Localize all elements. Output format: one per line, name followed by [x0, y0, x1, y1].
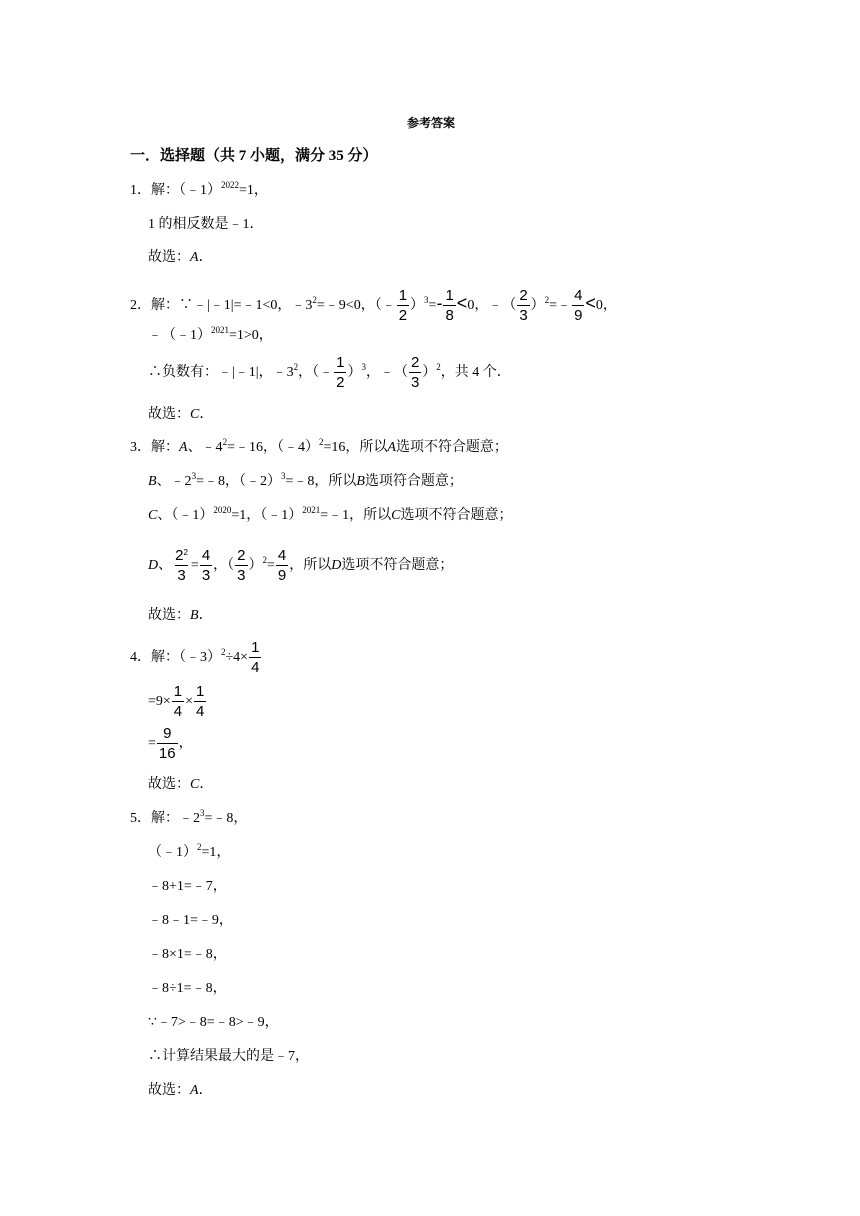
text: 、﹣4: [187, 440, 223, 455]
denominator: 3: [519, 307, 528, 325]
text: 3．解：: [130, 440, 179, 455]
denominator: 9: [574, 307, 583, 325]
text: 4．解：（﹣3）: [130, 650, 221, 665]
q5-line-3: ﹣8+1=﹣7，: [148, 879, 227, 894]
q4-answer: [148, 775, 213, 795]
option-letter: C: [391, 508, 401, 523]
q1-answer: [148, 248, 213, 268]
exponent: 2: [262, 555, 268, 565]
text: ．: [198, 608, 213, 623]
text: ）: [248, 558, 263, 573]
q5-line-6: ﹣8÷1=﹣8，: [148, 981, 227, 996]
fraction: [200, 547, 212, 584]
q5-line-5: ﹣8×1=﹣8，: [148, 947, 227, 962]
answer-letter: C: [190, 407, 200, 422]
denominator: 3: [201, 567, 211, 585]
denominator: 2: [398, 307, 408, 325]
exponent: 2: [221, 647, 226, 657]
text: ，所以: [289, 558, 332, 573]
fraction: [173, 547, 190, 584]
exponent: 2: [436, 362, 441, 372]
q2-answer: [148, 405, 213, 425]
answer-letter: A: [190, 1083, 199, 1098]
text: 、﹣2: [156, 474, 192, 489]
denominator: 2: [336, 374, 345, 392]
option-letter: B: [356, 474, 365, 489]
text: =1，: [239, 183, 268, 198]
text: 故选：: [148, 777, 190, 792]
numerator: 2: [410, 354, 420, 372]
q2-line-1: [130, 280, 617, 329]
q1-line-1: [130, 181, 268, 201]
less-than-sign: <: [585, 293, 596, 313]
text: 、（﹣1）: [157, 508, 214, 523]
text: =: [190, 558, 199, 573]
option-letter: C: [148, 508, 158, 523]
text: 选项不符合题意；: [400, 508, 513, 523]
text: （﹣1）: [148, 845, 197, 860]
text: 0，﹣（: [467, 298, 517, 313]
section-header: 一．选择题（共 7 小题，满分 35 分）: [130, 148, 378, 164]
text: ）: [530, 298, 545, 313]
numerator: 1: [251, 639, 260, 657]
text: 故选：: [148, 250, 190, 265]
text: =: [267, 558, 275, 573]
numerator: 1: [196, 683, 205, 701]
numerator: 4: [277, 547, 287, 565]
numerator: [173, 547, 190, 565]
exponent: 3: [424, 295, 429, 305]
numerator: 4: [201, 547, 211, 565]
text: 2．解：∵﹣|﹣1|=﹣1<0，﹣3: [130, 298, 313, 313]
q4-line-2: [148, 680, 207, 724]
exponent: 2020: [213, 505, 232, 515]
numerator: 2: [519, 287, 528, 305]
text: =﹣: [549, 298, 572, 313]
text: ）: [347, 365, 362, 380]
page-title: 参考答案: [407, 116, 456, 130]
q2-line-3: [148, 350, 511, 396]
q3-answer: [148, 606, 213, 626]
option-letter: A: [387, 440, 396, 455]
q5-line-8: ∴计算结果最大的是﹣7，: [148, 1049, 309, 1064]
denominator: 16: [158, 745, 176, 763]
text: =: [428, 298, 437, 313]
exponent: 2: [312, 295, 317, 305]
denominator: 3: [410, 374, 420, 392]
text: ，: [178, 736, 193, 751]
fraction: [572, 287, 584, 324]
text: ，﹣（: [365, 365, 408, 380]
q5-line-7: ∵﹣7>﹣8=﹣8>﹣9，: [148, 1015, 279, 1030]
text: 选项不符合题意；: [341, 558, 454, 573]
exponent: 2: [222, 437, 228, 447]
answer-letter: B: [190, 608, 199, 623]
exponent: 2021: [302, 505, 321, 515]
q5-line-2: [148, 843, 230, 863]
less-than-sign: <: [456, 293, 468, 313]
text: ．: [198, 250, 213, 265]
numerator: 1: [173, 683, 183, 701]
q1-line-2: 1 的相反数是﹣1．: [148, 217, 264, 232]
text: ．: [199, 777, 214, 792]
denominator: 4: [196, 703, 205, 721]
fraction: [397, 287, 409, 324]
fraction: [443, 287, 455, 324]
exponent: 2: [544, 295, 550, 305]
exponent: 3: [361, 362, 366, 372]
base: 2: [175, 547, 184, 565]
numerator: 4: [574, 287, 583, 305]
text: 故选：: [148, 407, 190, 422]
q3-line-2: [148, 472, 463, 492]
text: ，共 4 个．: [440, 365, 511, 380]
text: ÷4×: [225, 650, 249, 665]
numerator: 9: [163, 725, 172, 743]
text: ﹣（﹣1）: [148, 328, 211, 343]
answer-letter: C: [190, 777, 200, 792]
option-letter: A: [179, 440, 188, 455]
text: ）: [410, 298, 425, 313]
denominator: 8: [445, 307, 454, 325]
text: ∴负数有：﹣|﹣1|，﹣3: [148, 365, 294, 380]
denominator: 4: [173, 703, 183, 721]
text: =﹣8，所以: [285, 474, 357, 489]
denominator: 3: [237, 567, 246, 585]
fraction: [157, 725, 178, 762]
numerator: 2: [237, 547, 246, 565]
fraction: [249, 639, 261, 676]
fraction: [194, 683, 206, 720]
text: =: [148, 736, 156, 751]
text: 故选：: [148, 1083, 190, 1098]
text: ，（: [213, 558, 235, 573]
exponent: 2022: [221, 180, 239, 190]
text: =﹣9<0，（﹣: [316, 298, 396, 313]
exponent: 3: [191, 471, 197, 481]
text: 选项符合题意；: [364, 474, 463, 489]
numerator: 1: [336, 354, 345, 372]
text: =16，所以: [323, 440, 388, 455]
text: ，（﹣: [298, 365, 334, 380]
text: 、: [158, 558, 173, 573]
numerator: 1: [445, 287, 454, 305]
text: ．: [198, 1083, 213, 1098]
fraction: [334, 354, 346, 391]
exponent: 2: [318, 437, 324, 447]
text: ×: [185, 694, 194, 709]
q2-line-2: [148, 326, 273, 346]
q3-line-3: [148, 506, 513, 526]
text: 1．解：（﹣1）: [130, 183, 221, 198]
option-letter: D: [148, 558, 159, 573]
exponent: 2: [183, 548, 188, 558]
text: ．: [199, 407, 214, 422]
q4-line-1: [130, 636, 262, 680]
text: =1，（﹣1）: [231, 508, 303, 523]
q3-line-4: [148, 543, 453, 589]
denominator: 3: [177, 567, 186, 585]
fraction: [276, 547, 288, 584]
text: =﹣8，: [204, 811, 248, 826]
option-letter: B: [148, 474, 157, 489]
fraction: [409, 354, 421, 391]
answer-letter: A: [190, 250, 199, 265]
text: =9×: [148, 694, 171, 709]
exponent: 2: [197, 842, 202, 852]
text: =﹣16，（﹣4）: [227, 440, 319, 455]
option-letter: D: [331, 558, 342, 573]
text: 5．解：﹣2: [130, 811, 200, 826]
q5-line-4: ﹣8﹣1=﹣9，: [148, 913, 233, 928]
q5-answer: [148, 1081, 213, 1101]
text: 0，: [595, 298, 617, 313]
text: ）: [422, 365, 437, 380]
fraction: [172, 683, 184, 720]
denominator: 9: [277, 567, 287, 585]
text: =﹣1，所以: [320, 508, 392, 523]
exponent: 3: [200, 808, 205, 818]
fraction: [517, 287, 529, 324]
numerator: 1: [398, 287, 408, 305]
text: =1>0，: [229, 328, 273, 343]
fraction: [235, 547, 247, 584]
text: 故选：: [148, 608, 190, 623]
exponent: 3: [280, 471, 286, 481]
text: =﹣8，（﹣2）: [196, 474, 281, 489]
text: 选项不符合题意；: [395, 440, 508, 455]
minus-sign: -: [436, 293, 443, 313]
denominator: 4: [251, 659, 260, 677]
q4-line-3: [148, 722, 193, 766]
q5-line-1: [130, 809, 247, 829]
exponent: 2: [293, 362, 299, 372]
text: =1，: [201, 845, 231, 860]
q3-line-1: [130, 438, 508, 458]
exponent: 2021: [211, 325, 229, 335]
